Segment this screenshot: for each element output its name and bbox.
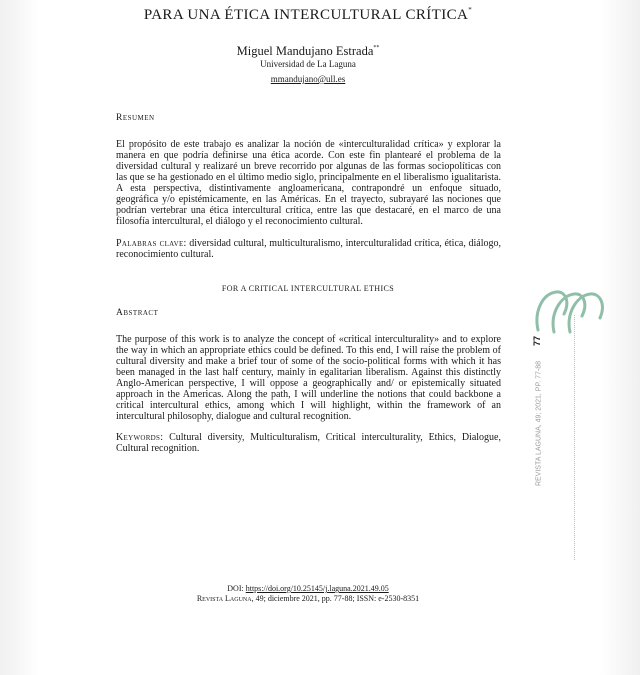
- doi-line: [0, 584, 616, 594]
- author-footnote-mark[interactable]: **: [373, 45, 380, 51]
- resumen-heading: Resumen: [116, 113, 155, 123]
- abstract-keywords: [116, 432, 501, 454]
- journal-name: Revista Laguna: [196, 594, 252, 603]
- resumen-keywords-label: Palabras clave:: [116, 238, 187, 249]
- page-number: 77: [532, 336, 542, 347]
- article-title: [0, 6, 616, 24]
- abstract-keywords-text: Cultural diversity, Multiculturalism, Critical interculturality, Ethics, Dialogue, Cultural recognition.: [116, 432, 501, 454]
- author-name: [0, 44, 616, 59]
- citation-details: , 49; diciembre 2021, pp. 77-88; ISSN: e-2530-8351: [251, 594, 420, 603]
- margin-rule: [574, 315, 575, 560]
- resumen-body: El propósito de este trabajo es analizar la noción de «interculturalidad crítica» y explorar la manera en que podría definirse una ética acorde. Con este fin plantearé el problema de la diversidad cultural y realizaré un breve recorrido por algunas de las formas sociopolíticas con las que se ha gestionado en el último medio siglo, principalmente en el liberalismo igualitarista. A esta perspectiva, distintivamente angloamericana, contrapondré un enfoque situado, geográfica y/o epistémicamente, en las Américas. En el trayecto, subrayaré las nociones que podrían vertebrar una ética intercultural crítica, entre las que destacaré, en el marco de una filosofía intercultural, el diálogo y el reconocimiento cultural.: [116, 139, 501, 227]
- resumen-keywords-text: diversidad cultural, multiculturalismo, interculturalidad crítica, ética, diálogo, reconocimiento cultural.: [116, 238, 501, 260]
- english-title: FOR A CRITICAL INTERCULTURAL ETHICS: [221, 284, 395, 293]
- abstract-keywords-label: Keywords:: [116, 432, 164, 443]
- journal-logo-icon: [532, 282, 612, 342]
- doi-label: DOI:: [227, 584, 244, 593]
- title-footnote-mark[interactable]: *: [468, 6, 473, 14]
- resumen-keywords: [116, 238, 501, 260]
- article-title-text: PARA UNA ÉTICA INTERCULTURAL CRÍTICA: [143, 7, 469, 23]
- author-email-link[interactable]: mmandujano@ull.es: [270, 74, 346, 84]
- abstract-body: The purpose of this work is to analyze the concept of «critical interculturality» and to explore the way in which an appropriate ethics could be defined. To this end, I will raise the problem of cultural diversity and make a brief tour of some of the socio-political forms with which it has been managed in the last half century, mainly in egalitarian liberalism. Against this distinctly Anglo-American perspective, I will oppose a geographically and/ or epistemically situated approach in the Americas. Along the path, I will underline the notions that could backbone a critical intercultural ethics, among which I will highlight, within the framework of an intercultural philosophy, dialogue and cultural recognition.: [116, 334, 501, 422]
- running-head: REVISTA LAGUNA, 49; 2021, PP. 77-88: [535, 360, 543, 487]
- abstract-heading: Abstract: [116, 308, 159, 318]
- page-margin-left: [0, 0, 40, 675]
- author-affiliation: Universidad de La Laguna: [260, 59, 356, 69]
- author-block: [0, 44, 616, 87]
- author-name-text: Miguel Mandujano Estrada: [236, 44, 374, 58]
- citation-line: [0, 594, 616, 604]
- article-footer: [0, 584, 616, 604]
- doi-link[interactable]: https://doi.org/10.25145/j.laguna.2021.49.05: [245, 584, 389, 593]
